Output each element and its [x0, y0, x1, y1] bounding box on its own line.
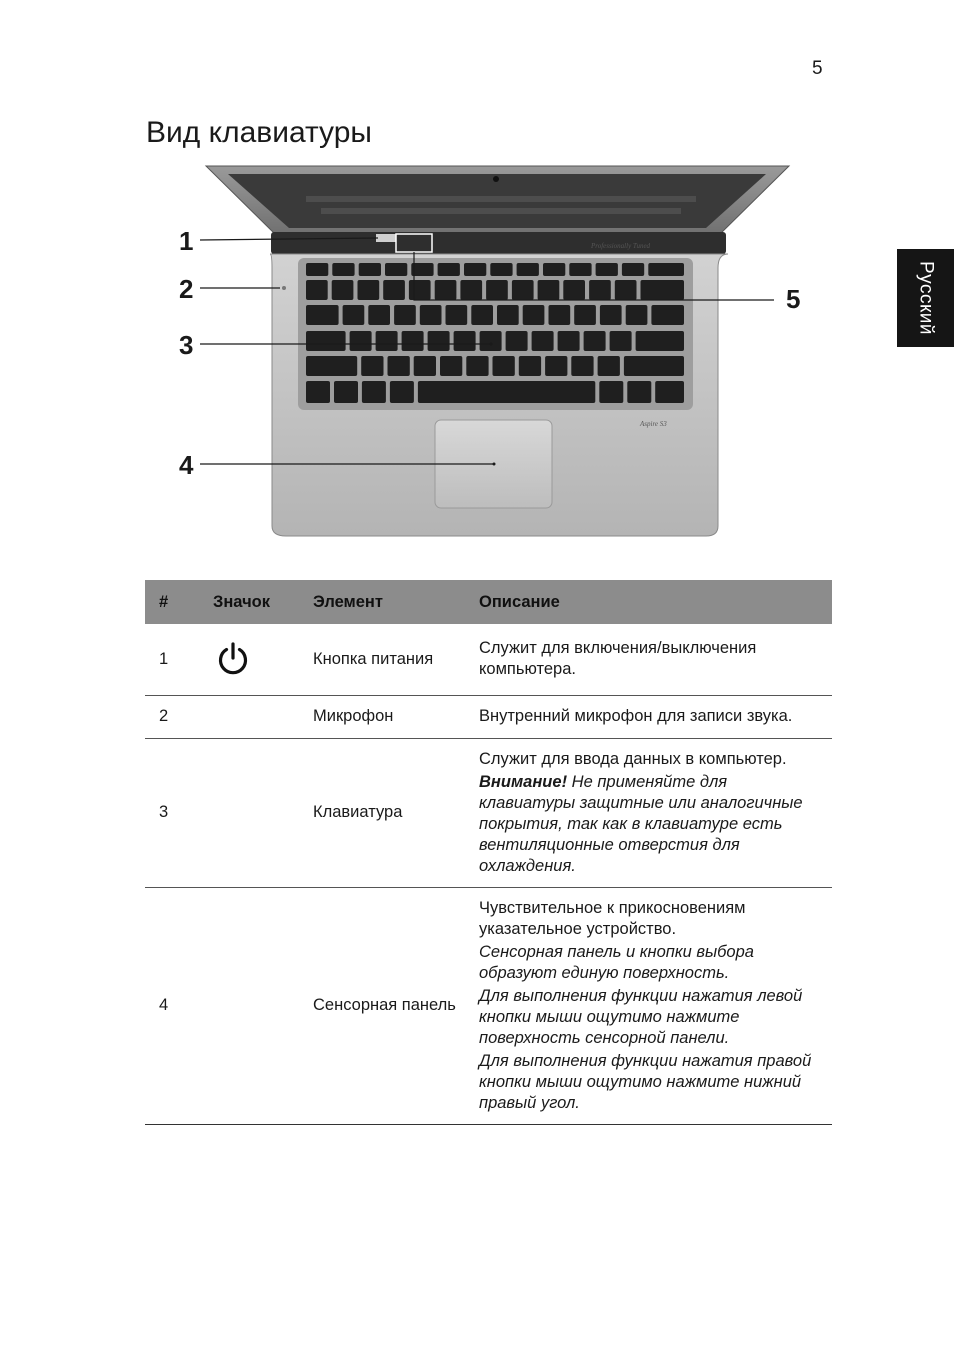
keyboard-key [359, 263, 381, 276]
note: Сенсорная панель и кнопки выбора образуют единую поверхность. [479, 942, 754, 982]
keyboard-key [402, 331, 424, 351]
keyboard-key [394, 305, 416, 325]
keyboard-key [622, 263, 644, 276]
hinge [271, 232, 726, 254]
keyboard-key [306, 280, 328, 300]
keyboard-key [306, 263, 328, 276]
page-number: 5 [812, 58, 823, 79]
keyboard-key [519, 356, 541, 376]
keyboard-key [343, 305, 365, 325]
keyboard-key [517, 263, 539, 276]
header-description: Описание [471, 580, 832, 624]
row-icon [205, 738, 305, 887]
keyboard-key [545, 356, 567, 376]
keyboard-key [626, 305, 648, 325]
power-button [376, 234, 396, 242]
keyboard-key [332, 263, 354, 276]
row-number: 3 [145, 738, 205, 887]
row-description: Внутренний микрофон для записи звука. [471, 695, 832, 738]
keyboard-key [466, 356, 488, 376]
keyboard-key [624, 356, 684, 376]
keyboard-key [460, 280, 482, 300]
keyboard-key [569, 263, 591, 276]
page-title: Вид клавиатуры [146, 116, 372, 149]
note: Для выполнения функции нажатия левой кнопки мыши ощутимо нажмите поверхность сенсорной панели. [479, 986, 803, 1047]
callout-4: 4 [179, 450, 194, 480]
keyboard-key [543, 263, 565, 276]
table-row [145, 887, 832, 1124]
keyboard-key [497, 305, 519, 325]
callout-5: 5 [786, 284, 801, 314]
callout-3: 3 [179, 330, 194, 360]
row-icon [205, 887, 305, 1124]
keyboard-key [486, 280, 508, 300]
keyboard-key [493, 356, 515, 376]
keyboard-key [589, 280, 611, 300]
keyboard-key [446, 305, 468, 325]
keyboard-key [454, 331, 476, 351]
header-number: # [145, 580, 205, 624]
keyboard-key [480, 331, 502, 351]
keyboard-key [409, 280, 431, 300]
keyboard-key [440, 356, 462, 376]
row-icon [205, 695, 305, 738]
keyboard-key [574, 305, 596, 325]
table-row [145, 695, 832, 738]
table-row [145, 624, 832, 695]
table-header-row [145, 580, 832, 624]
row-icon [205, 624, 305, 695]
language-tab: Русский [897, 249, 954, 347]
microphone [282, 286, 286, 290]
keyboard-key [558, 331, 580, 351]
power-icon [215, 641, 251, 677]
keyboard-key [306, 356, 357, 376]
callout-2: 2 [179, 274, 194, 304]
row-description: Чувствительное к прикосновениям указательное устройство. Сенсорная панель и кнопки выбора образуют единую поверхность. Для выполнения функции нажатия левой кнопки мыши ощутимо нажмите поверхность сенсорной панели. Для выполнения функции нажатия правой кнопки мыши ощутимо нажмите нижний правый угол. [471, 887, 832, 1124]
keyboard-key [471, 305, 493, 325]
keyboard-key [615, 280, 637, 300]
table-row [145, 738, 832, 887]
keyboard-key [361, 356, 383, 376]
keyboard-key [651, 305, 684, 325]
keyboard-key [388, 356, 410, 376]
keyboard-key [464, 263, 486, 276]
keyboard-key [549, 305, 571, 325]
keyboard-key [648, 263, 684, 276]
keyboard-key [641, 280, 685, 300]
keyboard-key [600, 305, 622, 325]
svg-text:Aspire S3: Aspire S3 [640, 420, 667, 428]
header-element: Элемент [305, 580, 471, 624]
row-element: Микрофон [305, 695, 471, 738]
keyboard-key [306, 331, 346, 351]
row-description: Служит для ввода данных в компьютер. Внимание! Не применяйте для клавиатуры защитные или аналогичные покрытия, так как в клавиатуре есть вентиляционные отверстия для охлаждения. [471, 738, 832, 887]
keyboard-key [376, 331, 398, 351]
keyboard-key [383, 280, 405, 300]
keyboard-key [420, 305, 442, 325]
keyboard-key [627, 381, 651, 403]
keyboard-key [306, 305, 339, 325]
callout-1: 1 [179, 226, 194, 256]
keyboard-key [418, 381, 595, 403]
row-element: Клавиатура [305, 738, 471, 887]
keyboard-key [334, 381, 358, 403]
warning-label: Внимание! [479, 772, 568, 791]
keyboard-key [655, 381, 684, 403]
row-number: 1 [145, 624, 205, 695]
note: Для выполнения функции нажатия правой кнопки мыши ощутимо нажмите нижний правый угол. [479, 1051, 812, 1112]
keyboard-key [512, 280, 534, 300]
row-number: 2 [145, 695, 205, 738]
row-number: 4 [145, 887, 205, 1124]
keyboard-key [435, 280, 457, 300]
keyboard-key [636, 331, 684, 351]
keyboard-key [411, 263, 433, 276]
keyboard-key [490, 263, 512, 276]
keyboard-key [599, 381, 623, 403]
component-table [145, 580, 832, 1125]
header-icon: Значок [205, 580, 305, 624]
keyboard-key [428, 331, 450, 351]
keyboard-key [332, 280, 354, 300]
keyboard-key [390, 381, 414, 403]
row-description: Служит для включения/выключения компьютера. [471, 624, 832, 695]
keyboard-key [350, 331, 372, 351]
keyboard-key [506, 331, 528, 351]
keyboard-key [438, 263, 460, 276]
keyboard-key [584, 331, 606, 351]
keyboard-key [538, 280, 560, 300]
warning-text: Не применяйте для клавиатуры защитные или аналогичные покрытия, так как в клавиатуре есть вентиляционные отверстия для охлаждения. [479, 772, 803, 875]
row-element: Сенсорная панель [305, 887, 471, 1124]
keyboard-key [596, 263, 618, 276]
keyboard-key [385, 263, 407, 276]
keyboard-key [598, 356, 620, 376]
keyboard-key [358, 280, 380, 300]
row-element: Кнопка питания [305, 624, 471, 695]
keyboard-key [532, 331, 554, 351]
keyboard-key [571, 356, 593, 376]
keyboard-key [414, 356, 436, 376]
svg-text:Professionally Tuned: Professionally Tuned [591, 242, 651, 250]
keyboard-key [610, 331, 632, 351]
keyboard-key [523, 305, 545, 325]
keyboard-key [563, 280, 585, 300]
keyboard-figure [146, 158, 836, 548]
keyboard-key [306, 381, 330, 403]
laptop-illustration [146, 158, 836, 548]
keyboard-key [362, 381, 386, 403]
keyboard-key [368, 305, 390, 325]
